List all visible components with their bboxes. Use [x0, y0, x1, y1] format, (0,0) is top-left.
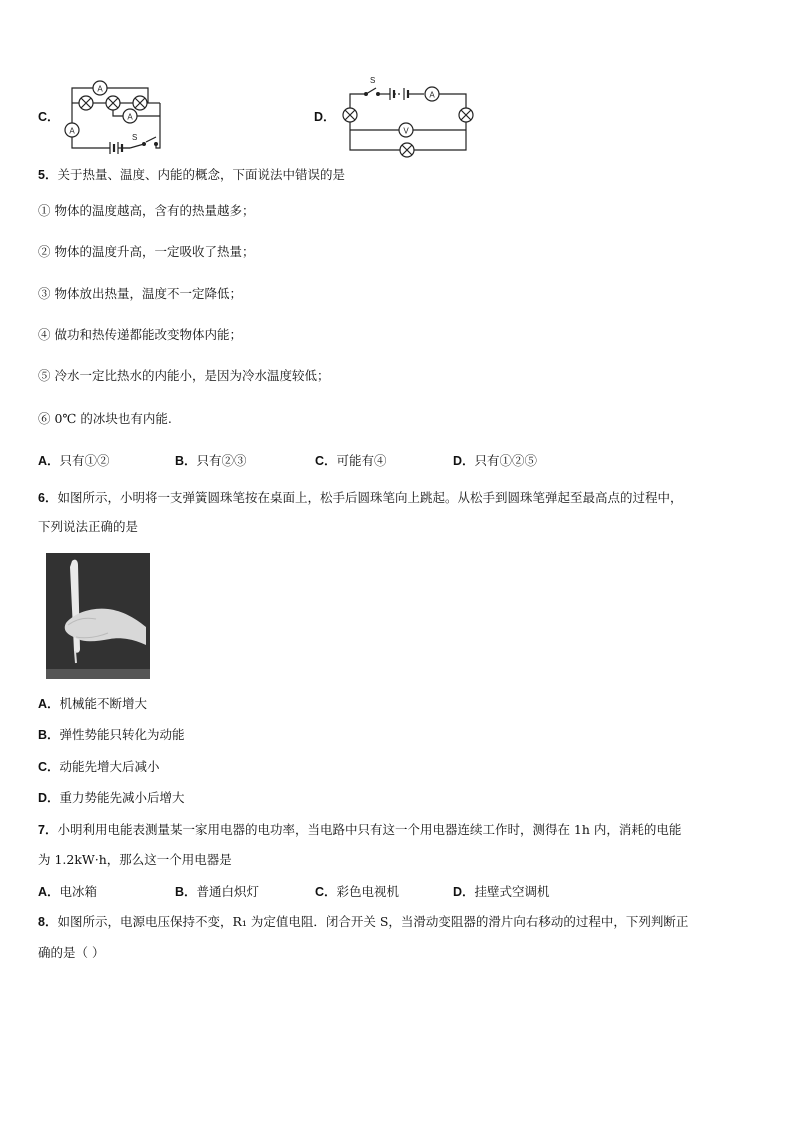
q6-option-d-label: D． [38, 791, 60, 805]
q4-option-d-circuit-diagram [338, 72, 478, 160]
q6-stem-line1 [38, 489, 682, 507]
q7-stem-line2: 为 1.2kW·h，那么这一个用电器是 [38, 852, 232, 867]
q5-statement-6: ⑥ 0℃ 的冰块也有内能. [38, 411, 172, 426]
q4-c-switch-label: S [132, 133, 138, 142]
q4-d-switch-label: S [370, 76, 376, 85]
q6-option-a-text: 机械能不断增大 [59, 696, 148, 711]
q5-option-b-text: 只有②③ [196, 453, 247, 468]
q8-stem-text-1: 如图所示，电源电压保持不变，R₁ 为定值电阻．闭合开关 S，当滑动变阻器的滑片向右移动的过程中，下列判断正 [57, 914, 689, 929]
q7-option-c[interactable] [315, 883, 399, 901]
q5-option-c[interactable] [315, 452, 387, 470]
q7-option-a-label: A． [38, 885, 60, 899]
q6-option-d[interactable] [38, 789, 185, 807]
q7-option-b-text: 普通白炽灯 [196, 884, 260, 899]
q5-number: 5． [38, 168, 58, 182]
q5-stem [38, 166, 345, 184]
q8-stem-line2: 确的是（ ） [38, 945, 105, 960]
q7-option-b[interactable] [175, 883, 259, 901]
q5-option-d-text: 只有①②⑤ [474, 453, 538, 468]
q6-option-b-text: 弹性势能只转化为动能 [59, 727, 185, 742]
q7-option-c-text: 彩色电视机 [336, 884, 400, 899]
q6-option-d-text: 重力势能先减小后增大 [59, 790, 185, 805]
q6-option-c-label: C． [38, 760, 60, 774]
q5-option-a-label: A． [38, 454, 60, 468]
q7-stem-text-1: 小明利用电能表测量某一家用电器的电功率，当电路中只有这一个用电器连续工作时，测得在 1h 内，消耗的电能 [57, 822, 682, 837]
q7-stem-line1 [38, 821, 681, 839]
q5-statement-5: ⑤ 冷水一定比热水的内能小，是因为冷水温度较低； [38, 368, 330, 383]
q7-option-c-label: C． [315, 885, 337, 899]
q7-option-d-label: D． [453, 885, 475, 899]
q5-option-a[interactable] [38, 452, 110, 470]
q8-stem-line1 [38, 913, 688, 931]
q4-c-ammeter-top-label: A [97, 84, 103, 94]
q5-statement-4: ④ 做功和热传递都能改变物体内能； [38, 327, 242, 342]
q5-option-a-text: 只有①② [59, 453, 110, 468]
q6-option-c-text: 动能先增大后减小 [59, 759, 160, 774]
q4-c-ammeter-left-label: A [69, 126, 75, 136]
q5-option-d[interactable] [453, 452, 537, 470]
q6-option-a-label: A． [38, 697, 60, 711]
q4-option-c-label[interactable]: C． [38, 110, 60, 124]
q7-number: 7． [38, 823, 58, 837]
q6-stem-line2: 下列说法正确的是 [38, 519, 139, 534]
q6-option-c[interactable] [38, 758, 160, 776]
q6-option-a[interactable] [38, 695, 147, 713]
q6-option-b[interactable] [38, 726, 185, 744]
q4-d-voltmeter-label: V [403, 126, 409, 136]
q7-option-d-text: 挂壁式空调机 [474, 884, 550, 899]
q7-option-a-text: 电冰箱 [59, 884, 98, 899]
q7-option-a[interactable] [38, 883, 97, 901]
q7-option-d[interactable] [453, 883, 550, 901]
q4-c-ammeter-right-label: A [127, 112, 133, 122]
q4-d-ammeter-label: A [429, 90, 435, 100]
q6-option-b-label: B． [38, 728, 60, 742]
q6-stem-text-1: 如图所示，小明将一支弹簧圆珠笔按在桌面上，松手后圆珠笔向上跳起。从松手到圆珠笔弹起至最高点的过程中， [57, 490, 683, 505]
q4-option-d-label[interactable]: D． [314, 110, 336, 124]
q5-statement-3: ③ 物体放出热量，温度不一定降低； [38, 286, 242, 301]
q5-stem-text: 关于热量、温度、内能的概念，下面说法中错误的是 [57, 167, 345, 182]
q7-option-b-label: B． [175, 885, 197, 899]
q4-option-c-circuit-diagram [58, 78, 168, 158]
q6-number: 6． [38, 491, 58, 505]
q6-spring-pen-photo [46, 553, 150, 679]
q5-option-d-label: D． [453, 454, 475, 468]
q5-option-c-text: 可能有④ [336, 453, 387, 468]
q5-option-b[interactable] [175, 452, 247, 470]
q5-option-c-label: C． [315, 454, 337, 468]
q5-statement-2: ② 物体的温度升高，一定吸收了热量； [38, 244, 255, 259]
q8-number: 8． [38, 915, 58, 929]
q5-option-b-label: B． [175, 454, 197, 468]
q5-statement-1: ① 物体的温度越高，含有的热量越多； [38, 203, 255, 218]
